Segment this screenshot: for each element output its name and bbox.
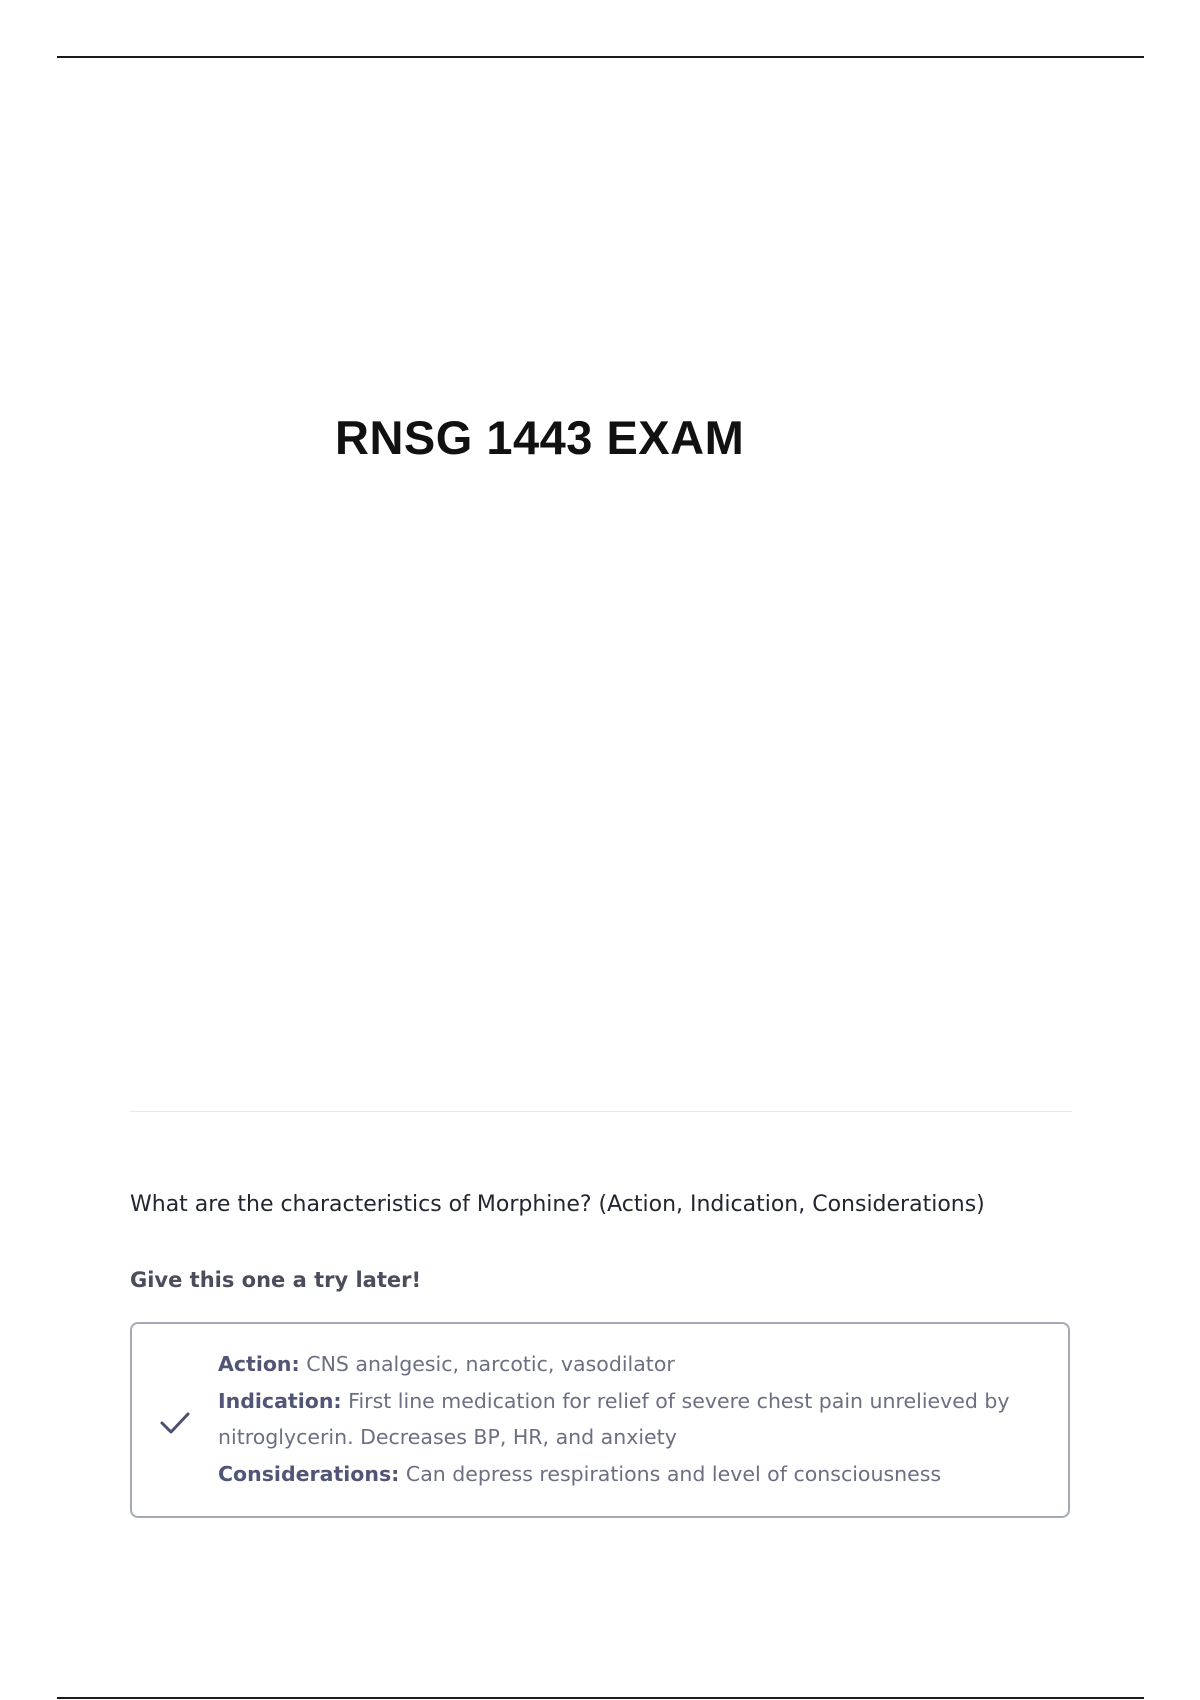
answer-box xyxy=(130,1322,1070,1518)
answer-value-indication: First line medication for relief of severe chest pain unrelieved by nitroglycerin. Decreases BP, HR, and anxiety xyxy=(218,1388,1010,1449)
answer-label-indication: Indication: xyxy=(218,1388,342,1413)
flashcard-question: What are the characteristics of Morphine? (Action, Indication, Considerations) xyxy=(130,1192,985,1217)
answer-value-considerations: Can depress respirations and level of consciousness xyxy=(399,1461,942,1486)
answer-label-considerations: Considerations: xyxy=(218,1461,400,1486)
card-divider xyxy=(130,1111,1072,1112)
try-later-prompt: Give this one a try later! xyxy=(130,1268,422,1292)
page-bottom-rule xyxy=(57,1697,1144,1699)
page-top-rule xyxy=(57,56,1144,58)
answer-text xyxy=(218,1346,1056,1492)
answer-value-action: CNS analgesic, narcotic, vasodilator xyxy=(299,1352,675,1376)
check-icon xyxy=(159,1410,191,1436)
answer-line-considerations xyxy=(218,1456,1056,1493)
answer-label-action: Action: xyxy=(218,1352,300,1376)
answer-line-action xyxy=(218,1346,1056,1383)
exam-title: RNSG 1443 EXAM xyxy=(335,411,745,464)
answer-line-indication xyxy=(218,1383,1056,1456)
